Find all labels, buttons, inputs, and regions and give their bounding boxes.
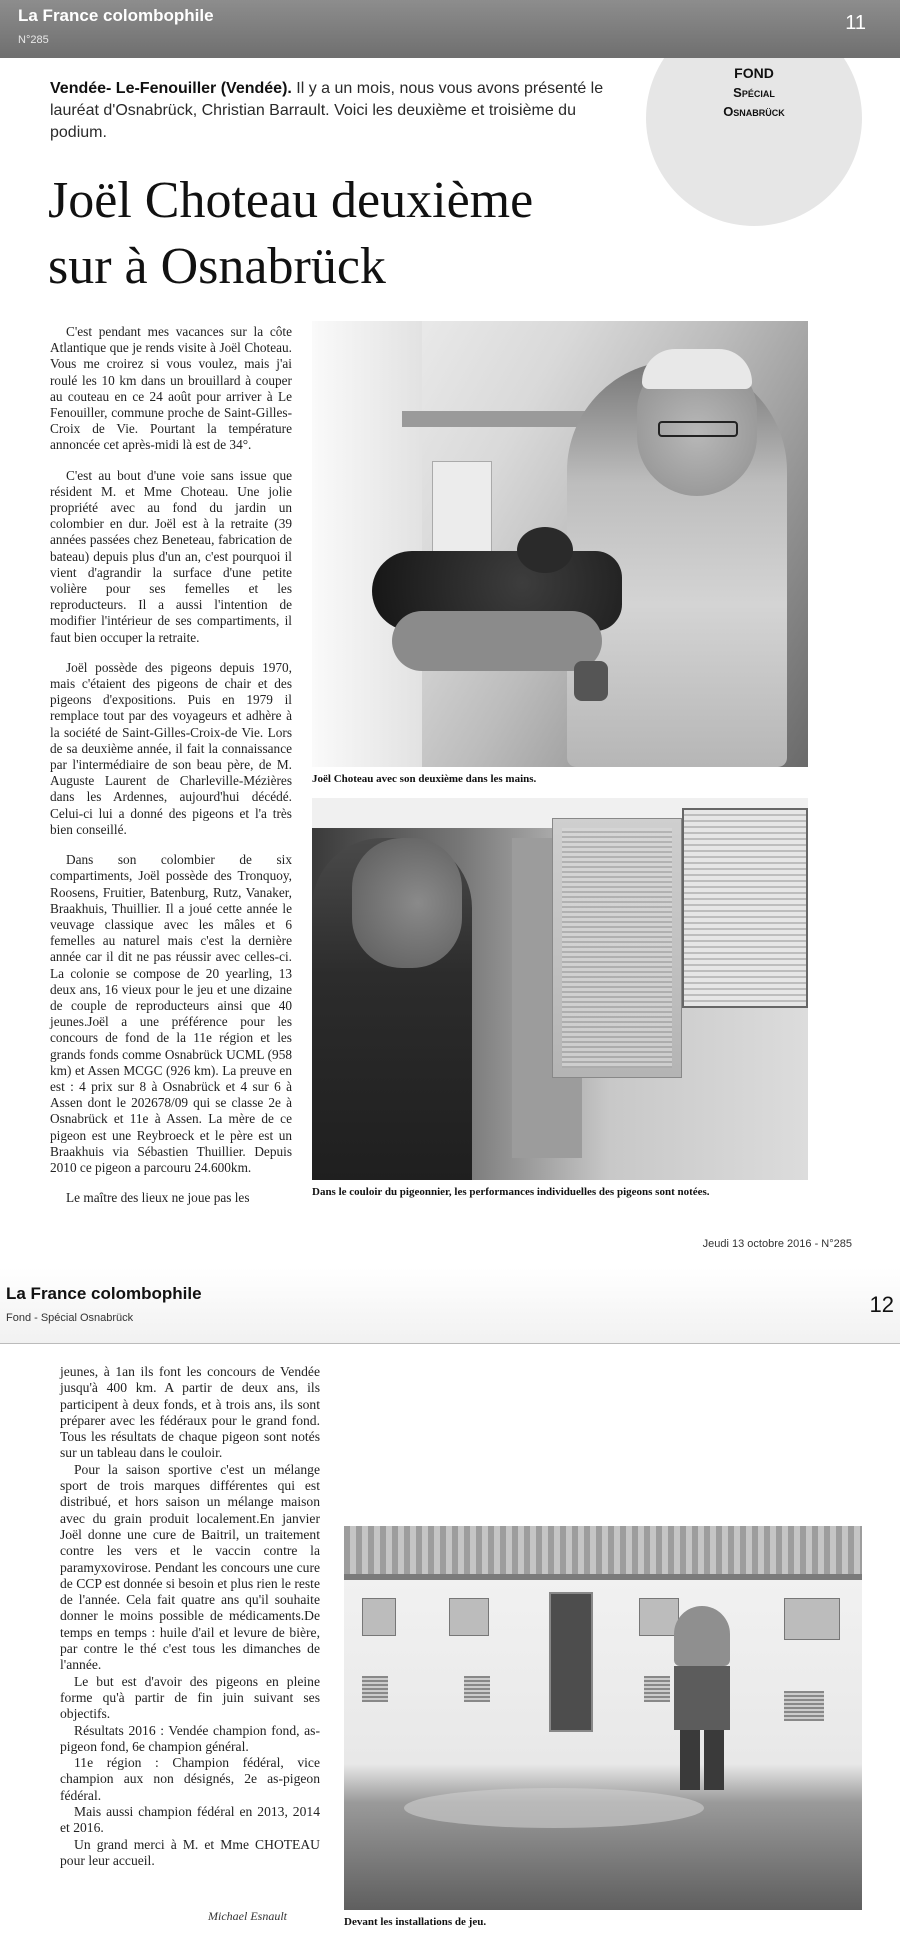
photo-pigeon-loft-corridor <box>312 798 808 1180</box>
paragraph: C'est pendant mes vacances sur la côte Atlantique que je rends visite à Joël Choteau. Vous me croirez si vous voulez, mais j'ai roulé les 10 km dans un brouillard à couper au couteau en ce 24 août pour arriver à Le Fenouiller, commune proche de Saint-Gilles-Croix de Vie. Pourtant la température annoncée cet après-midi là est de 34°. <box>50 324 292 453</box>
title-line-2: sur à Osnabrück <box>48 238 386 295</box>
paragraph: Pour la saison sportive c'est un mélange sport de trois marques différentes qui est distribué, et hors saison un mélange maison avec du grain produit localement.En janvier Joël donne une cure de Baitril, un traitement contre les vers et le vaccin contre la paramyxovirose. Pendant les concours une cure de CCP est donnée si besoin et plus rien le reste de l'année. Cela fait quatre ans qu'il souhaite donner le moins possible de médicaments.De temps en temps : huile d'ail et levure de bière, par contre le thé c'est tous les dimanches de l'année. <box>60 1461 320 1673</box>
section-badge-label <box>646 64 862 121</box>
paragraph: Un grand merci à M. et Mme CHOTEAU pour leur accueil. <box>60 1836 320 1868</box>
photo-caption: Joël Choteau avec son deuxième dans les mains. <box>312 773 537 785</box>
author-signature: Michael Esnault <box>208 1909 287 1923</box>
paragraph: Joël possède des pigeons depuis 1970, mais c'étaient des pigeons de chair et des pigeons d'expositions. Puis en 1979 il remplace tout par des voyageurs et adhère à la société de Saint-Gilles-Croix-de Vie. Lors de sa deuxième année, il fait la connaissance par l'intermédiaire de son beau père, de M. Auguste Laurent de Charleville-Mézières dans les Ardennes, aujourd'hui décédé. Celui-ci lui a donné des pigeons et l'a très bien conseillé. <box>50 659 292 837</box>
article-intro <box>50 78 620 144</box>
page-12 <box>0 1268 900 1941</box>
photo-man-holding-pigeon <box>312 321 808 767</box>
page-footer: Jeudi 13 octobre 2016 - N°285 <box>702 1238 852 1250</box>
article-title <box>48 168 668 300</box>
paragraph: C'est au bout d'une voie sans issue que résident M. et Mme Choteau. Une jolie propriété avec au fond du jardin un colombier en dur. Joël est à la retraite (39 années passées chez Beneteau, fabrication de bateau) depuis plus d'un an, c'est pourquoi il vient d'agrandir la surface d'une petite volière pour ses femelles et les reproducteurs. Il a aussi l'intention de modifier l'intérieur de ses compartiments, il faut bien occuper la retraite. <box>50 467 292 645</box>
badge-line-3: Osnabrück <box>723 104 785 119</box>
page-header <box>0 0 900 58</box>
page-number: 11 <box>845 12 866 34</box>
article-body-column <box>60 1364 320 1869</box>
photo-caption: Devant les installations de jeu. <box>344 1916 487 1928</box>
paragraph: Mais aussi champion fédéral en 2013, 2014 et 2016. <box>60 1804 320 1836</box>
paragraph: jeunes, à 1an ils font les concours de Vendée jusqu'à 400 km. A partir de deux ans, ils participent à deux fonds, et à trois ans, ils sont préparer avec les fédéraux pour le grand fond. Tous les résultats de chaque pigeon sont notés sur un tableau dans le couloir. <box>60 1364 320 1461</box>
paragraph: Résultats 2016 : Vendée champion fond, as-pigeon fond, 6e champion général. <box>60 1722 320 1754</box>
intro-lead: Vendée- Le-Fenouiller (Vendée). <box>50 80 292 97</box>
photo-caption: Dans le couloir du pigeonnier, les performances individuelles des pigeons sont notées. <box>312 1186 710 1198</box>
paragraph: Le maître des lieux ne joue pas les <box>66 1190 250 1206</box>
publication-name: La France colombophile <box>6 1284 202 1303</box>
intro-text: Il y a un mois, nous vous avons présenté le lauréat d'Osnabrück, Christian Barrault. Voici les deuxième et troisième du podium. <box>50 80 604 141</box>
section-name: Fond - Spécial Osnabrück <box>6 1312 134 1324</box>
paragraph: 11e région : Champion fédéral, vice champion aux non désignés, 2e as-pigeon fédéral. <box>60 1755 320 1803</box>
photo-loft-exterior <box>344 1526 862 1910</box>
paragraph: Dans son colombier de six compartiments, Joël possède des Tronquoy, Roosens, Fruitier, Batenburg, Rutz, Vanaker, Braakhuis, Thuillier. Il a joué cette année le veuvage classique avec les mâles et 6 femelles au naturel mais c'est la dernière année car il dit ne pas réussir avec celles-ci. La colonie se compose de 20 yearling, 13 deux ans, 16 vieux pour le jeu et une dizaine de couple de reproducteurs ainsi que 40 jeunes.Joël a une préférence pour les concours de fond de la 11e région et les grands fonds comme Osnabrück UCML (958 km) et Assen MCGC (926 km). La preuve en est : 4 prix sur 8 à Osnabrück et 4 sur 6 à Assen dont le 202678/09 qui se classe 2e à Osnabrück et 11e à Assen. La mère de ce pigeon est une Reybroeck et le père est un Braakhuis via Sébastien Thuillier. Depuis 2010 ce pigeon a parcouru 24.600km. <box>50 852 292 1175</box>
page-header <box>0 1268 900 1344</box>
article-body-column <box>50 324 292 1220</box>
paragraph: Le but est d'avoir des pigeons en pleine forme qu'à partir de fin juin suivant ses objectifs. <box>60 1673 320 1722</box>
badge-line-2: Spécial <box>733 85 775 100</box>
issue-number: N°285 <box>18 34 49 46</box>
title-line-1: Joël Choteau deuxième <box>48 172 534 229</box>
page-number: 12 <box>869 1292 894 1317</box>
publication-name: La France colombophile <box>18 6 214 25</box>
badge-line-1: FOND <box>734 65 774 81</box>
